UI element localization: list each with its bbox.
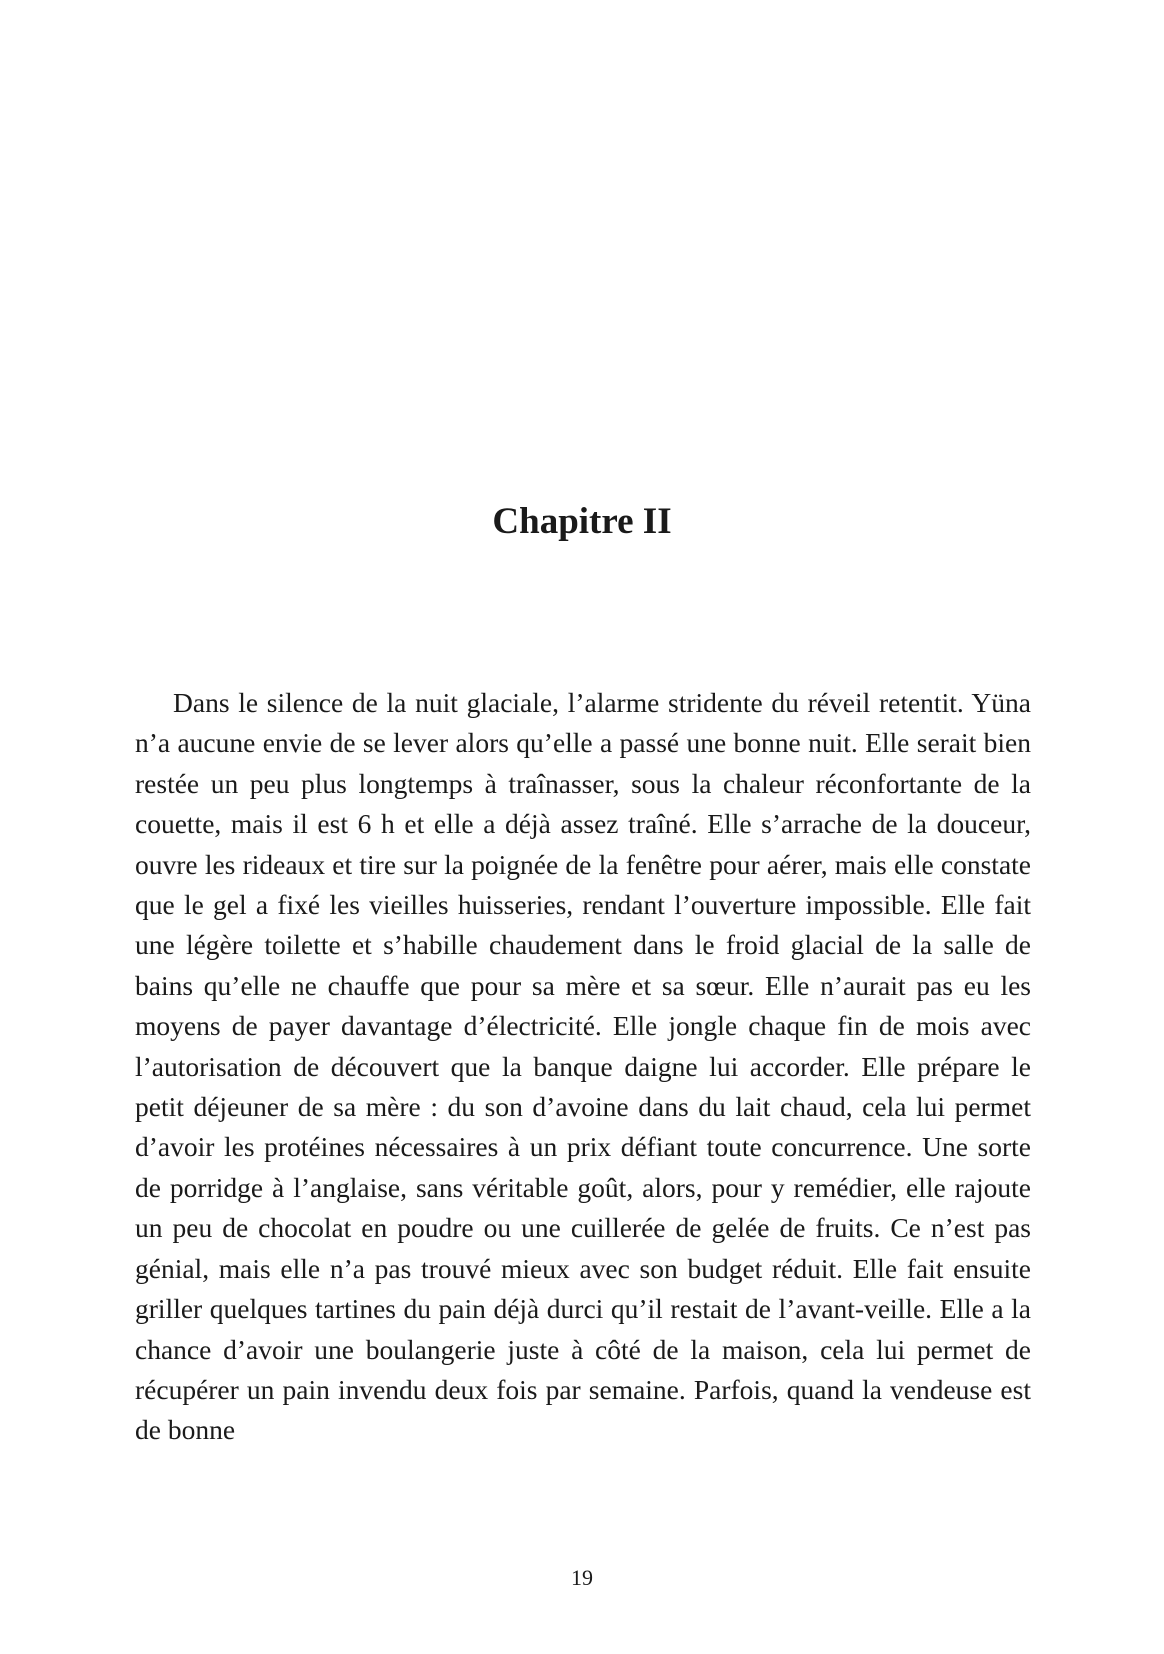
page-number: 19 [571, 1565, 593, 1590]
chapter-title: Chapitre II [492, 501, 672, 542]
body-paragraph: Dans le silence de la nuit glaciale, l’alarme stridente du réveil retentit. Yüna n’a aucune envie de se lever alors qu’elle a passé une bonne nuit. Elle serait bien restée un peu plus longtemps à traînasser, sous la chaleur réconfortante de la couette, mais il est 6 h et elle a déjà assez traîné. Elle s’arrache de la douceur, ouvre les rideaux et tire sur la poignée de la fenêtre pour aérer, mais elle constate que le gel a fixé les vieilles huisseries, rendant l’ouverture impossible. Elle fait une légère toilette et s’habille chaudement dans le froid glacial de la salle de bains qu’elle ne chauffe que pour sa mère et sa sœur. Elle n’aurait pas eu les moyens de payer davantage d’électricité. Elle jongle chaque fin de mois avec l’autorisation de découvert que la banque daigne lui accorder. Elle prépare le petit déjeuner de sa mère : du son d’avoine dans du lait chaud, cela lui permet d’avoir les protéines nécessaires à un prix défiant toute concurrence. Une sorte de porridge à l’anglaise, sans véritable goût, alors, pour y remédier, elle rajoute un peu de chocolat en poudre ou une cuillerée de gelée de fruits. Ce n’est pas génial, mais elle n’a pas trouvé mieux avec son budget réduit. Elle fait ensuite griller quelques tartines du pain déjà durci qu’il restait de l’avant-veille. Elle a la chance d’avoir une boulangerie juste à côté de la maison, cela lui permet de récupérer un pain invendu deux fois par semaine. Parfois, quand la vendeuse est de bonne [135, 687, 1031, 1446]
